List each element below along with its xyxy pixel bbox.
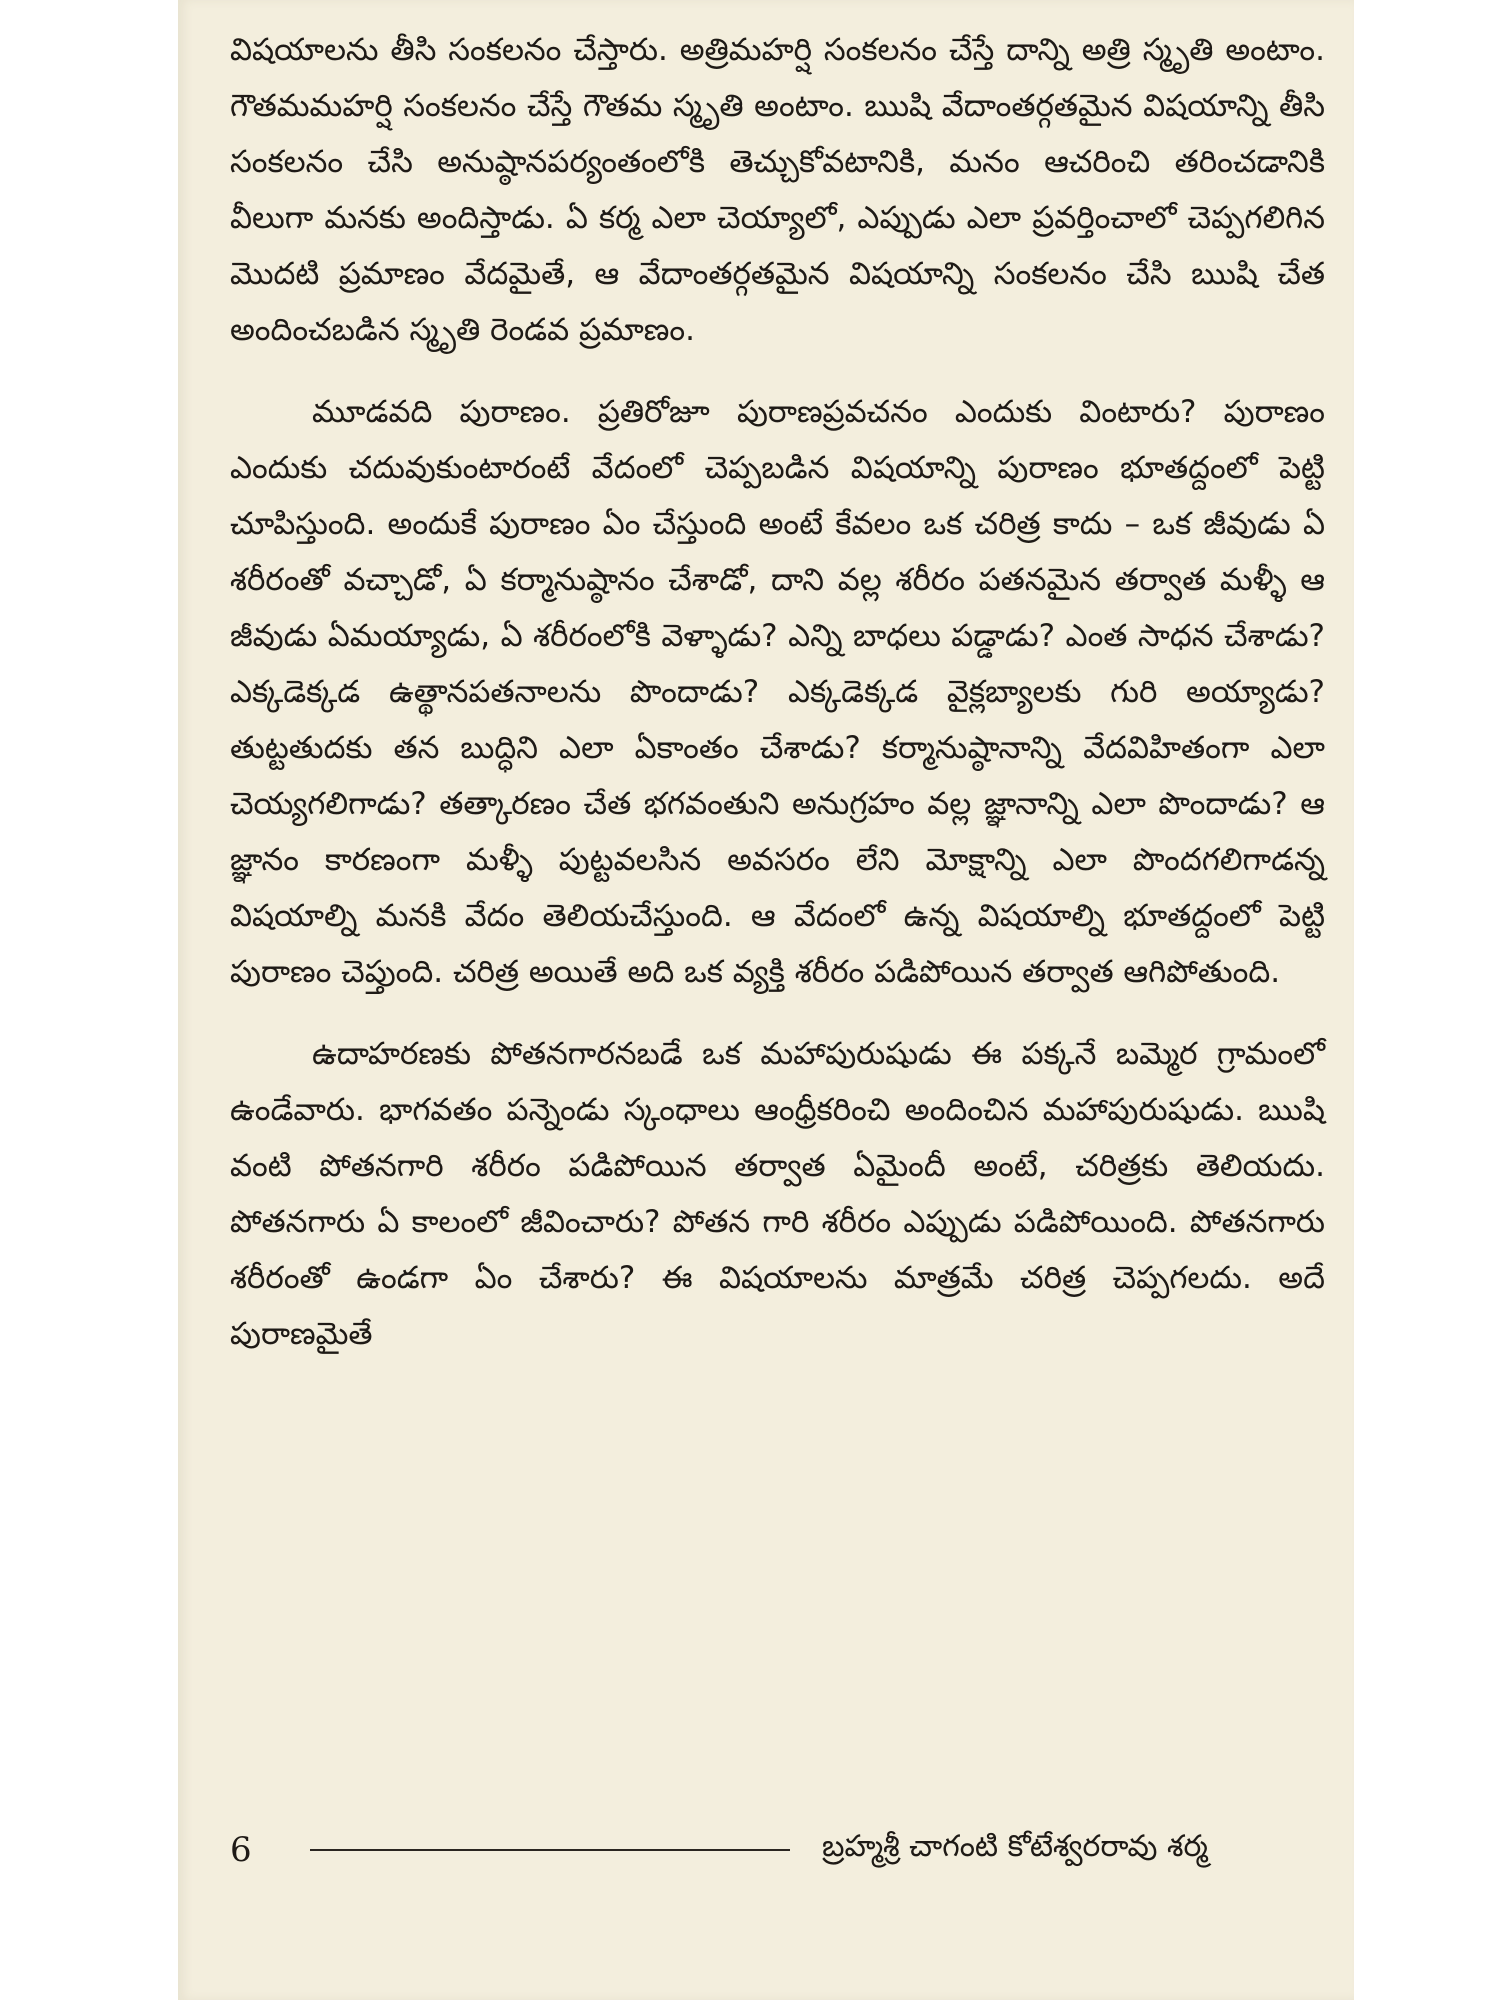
page-body xyxy=(230,22,1325,1388)
paragraph-3: ఉదాహరణకు పోతనగారనబడే ఒక మహాపురుషుడు ఈ పక్కనే బమ్మెర గ్రామంలో ఉండేవారు. భాగవతం పన్నెండు స్కంధాలు ఆంధ్రీకరించి అందించిన మహాపురుషుడు. ఋషి వంటి పోతనగారి శరీరం పడిపోయిన తర్వాత ఏమైందీ అంటే, చరిత్రకు తెలియదు. పోతనగారు ఏ కాలంలో జీవించారు? పోతన గారి శరీరం ఎప్పుడు పడిపోయింది. పోతనగారు శరీరంతో ఉండగా ఏం చేశారు? ఈ విషయాలను మాత్రమే చరిత్ర చెప్పగలదు. అదే పురాణమైతే xyxy=(230,1036,1325,1352)
paragraph-2: మూడవది పురాణం. ప్రతిరోజూ పురాణప్రవచనం ఎందుకు వింటారు? పురాణం ఎందుకు చదువుకుంటారంటే వేదంలో చెప్పబడిన విషయాన్ని పురాణం భూతద్దంలో పెట్టి చూపిస్తుంది. అందుకే పురాణం ఏం చేస్తుంది అంటే కేవలం ఒక చరిత్ర కాదు – ఒక జీవుడు ఏ శరీరంతో వచ్చాడో, ఏ కర్మానుష్ఠానం చేశాడో, దాని వల్ల శరీరం పతనమైన తర్వాత మళ్ళీ ఆ జీవుడు ఏమయ్యాడు, ఏ శరీరంలోకి వెళ్ళాడు? ఎన్ని బాధలు పడ్డాడు? ఎంత సాధన చేశాడు? ఎక్కడెక్కడ ఉత్థానపతనాలను పొందాడు? ఎక్కడెక్కడ వైక్లబ్యాలకు గురి అయ్యాడు? తుట్టతుదకు తన బుద్ధిని ఎలా ఏకాంతం చేశాడు? కర్మానుష్ఠానాన్ని వేదవిహితంగా ఎలా చెయ్యగలిగాడు? తత్కారణం చేత భగవంతుని అనుగ్రహం వల్ల జ్ఞానాన్ని ఎలా పొందాడు? ఆ జ్ఞానం కారణంగా మళ్ళీ పుట్టవలసిన అవసరం లేని మోక్షాన్ని ఎలా పొందగలిగాడన్న విషయాల్ని మనకి వేదం తెలియచేస్తుంది. ఆ వేదంలో ఉన్న విషయాల్ని భూతద్దంలో పెట్టి పురాణం చెప్తుంది. చరిత్ర అయితే అది ఒక వ్యక్తి శరీరం పడిపోయిన తర్వాత ఆగిపోతుంది. xyxy=(230,394,1325,990)
footer-author: బ్రహ్మశ్రీ చాగంటి కోటేశ్వరరావు శర్మ xyxy=(822,1829,1208,1864)
footer-rule xyxy=(310,1849,790,1851)
paragraph-1: విషయాలను తీసి సంకలనం చేస్తారు. అత్రిమహర్షి సంకలనం చేస్తే దాన్ని అత్రి స్మృతి అంటాం. గౌతమమహర్షి సంకలనం చేస్తే గౌతమ స్మృతి అంటాం. ఋషి వేదాంతర్గతమైన విషయాన్ని తీసి సంకలనం చేసి అనుష్ఠానపర్యంతంలోకి తెచ్చుకోవటానికి, మనం ఆచరించి తరించడానికి వీలుగా మనకు అందిస్తాడు. ఏ కర్మ ఎలా చెయ్యాలో, ఎప్పుడు ఎలా ప్రవర్తించాలో చెప్పగలిగిన మొదటి ప్రమాణం వేదమైతే, ఆ వేదాంతర్గతమైన విషయాన్ని సంకలనం చేసి ఋషి చేత అందించబడిన స్మృతి రెండవ ప్రమాణం. xyxy=(230,32,1325,348)
page-number: 6 xyxy=(230,1830,252,1870)
page-footer xyxy=(230,1820,1325,1880)
